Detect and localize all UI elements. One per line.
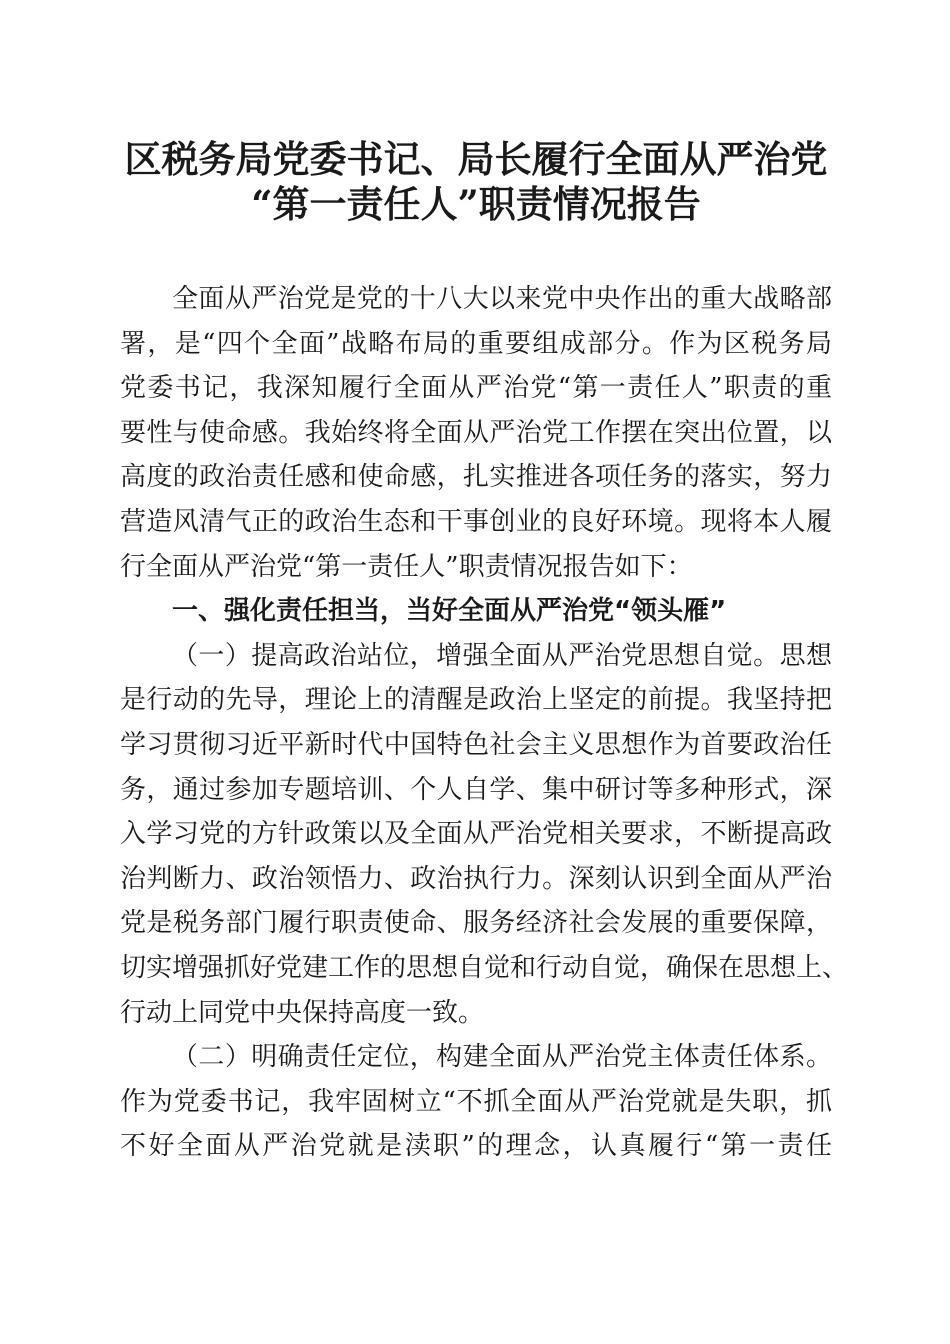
- body-text-line: 高度的政治责任感和使命感，扎实推进各项任务的落实，努力: [120, 462, 832, 493]
- body-text-line: 要性与使命感。我始终将全面从严治党工作摆在突出位置，以: [120, 417, 832, 448]
- body-text-line: 全面从严治党是党的十八大以来党中央作出的重大战略部: [172, 284, 832, 314]
- document-page: [120, 0, 849, 1344]
- body-text-line: 务，通过参加专题培训、个人自学、集中研讨等多种形式，深: [120, 774, 832, 805]
- body-text-line: 是行动的先导，理论上的清醒是政治上坚定的前提。我坚持把: [120, 685, 832, 716]
- body-text-line: 党委书记，我深知履行全面从严治党“第一责任人”职责的重: [120, 373, 832, 404]
- body-text-line: （二）明确责任定位，构建全面从严治党主体责任体系。: [172, 1042, 832, 1073]
- body-text-line: 入学习党的方针政策以及全面从严治党相关要求，不断提高政: [120, 819, 832, 850]
- body-text-line: 行动上同党中央保持高度一致。: [120, 997, 485, 1028]
- section-heading-line: 一、强化责任担当，当好全面从严治党“领头雁”: [172, 596, 727, 627]
- body-text-line: 作为党委书记，我牢固树立“不抓全面从严治党就是失职，抓: [120, 1086, 832, 1117]
- body-text-line: 行全面从严治党“第一责任人”职责情况报告如下：: [120, 551, 693, 582]
- body-text-line: 党是税务部门履行职责使命、服务经济社会发展的重要保障，: [120, 908, 832, 939]
- body-text-line: （一）提高政治站位，增强全面从严治党思想自觉。思想: [172, 640, 832, 671]
- body-text-line: 营造风清气正的政治生态和干事创业的良好环境。现将本人履: [120, 507, 832, 537]
- body-text-line: 学习贯彻习近平新时代中国特色社会主义思想作为首要政治任: [120, 730, 832, 760]
- body-text-line: 治判断力、政治领悟力、政治执行力。深刻认识到全面从严治: [120, 863, 832, 894]
- body-text-line: 署，是“四个全面”战略布局的重要组成部分。作为区税务局: [120, 328, 832, 359]
- document-title-line-1: 区税务局党委书记、局长履行全面从严治党: [124, 137, 828, 181]
- body-text-line: 切实增强抓好党建工作的思想自觉和行动自觉，确保在思想上、: [120, 953, 849, 983]
- document-title-line-2: “第一责任人”职责情况报告: [251, 182, 701, 226]
- body-text-line: 不好全面从严治党就是渎职”的理念，认真履行“第一责任: [120, 1131, 832, 1162]
